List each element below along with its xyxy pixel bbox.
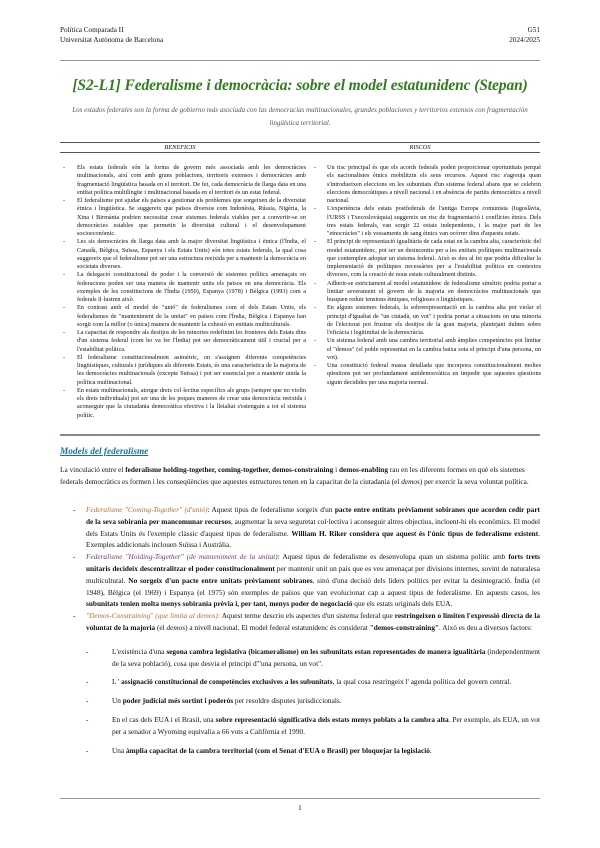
benefit-item: - Les sis democràcies de llarga data amb la major diversitat lingüística i ètnica (l'Índia, el Canadà, Bèlgica, Suïssa, Espanya i els Estats Units) són totes estats federals, la qual cosa suggereix que el federalisme pot ser una estructura reeixida per a mantenir la democràcia en societats diverses. (62, 238, 306, 271)
intro-paragraph (60, 464, 540, 488)
benefit-item: - Els estats federals són la forma de govern més associada amb les democràcies multinacionals, així com amb grans poblacions, territoris extensos i democràcies amb fragmentació lingüística basada en el territori. De fet, cada democràcia de llarga data en una entitat política multilingüe i multinacional basada en el territori és un estat federal. (62, 164, 306, 197)
page-header-left (60, 26, 163, 45)
benefit-item: - En contrast amb el model de "unió" de federalismes com el dels Estats Units, els federalismes de "manteniment de la unitat" en països com l'Índia, Bèlgica i Espanya han sorgit com la millor (o única) manera de mantenir la cohesió en entitats multiculturals. (62, 304, 306, 329)
risk-item: - Una constitució federal massa detallada que incorpora constitucionalment moltes qüestions pot ser profundament antidemocràtica en impedir que aquestes qüestions siguin decidides per una majoria normal. (313, 362, 541, 387)
risks-header: RISCOS (409, 143, 431, 151)
text-run: ) per exercir la seva voluntat política. (419, 476, 529, 486)
text-run: : Aquest tipus de federalisme sorgeix d'un (207, 505, 335, 514)
university-name: Universitat Autònoma de Barcelona (60, 35, 164, 44)
risks-column (313, 164, 541, 387)
text-run: i (333, 465, 339, 474)
bold-text: segona cambra legislativa (bicameralisme) on les subunitats estan representades de manera igualitària (166, 646, 486, 656)
text-run: . Exemples addicionals inclouen Suïssa i Austràlia. (86, 528, 540, 550)
factor-item (60, 695, 540, 707)
italic-text: demos (401, 476, 420, 486)
factor-item (60, 714, 540, 738)
model-item (60, 551, 540, 610)
text-run: Un (112, 696, 123, 706)
model-item (60, 504, 540, 551)
bold-text: William H. Riker considera que aquest és l'únic tipus de federalisme existent (291, 528, 539, 538)
bold-text: sobre representació significativa dels estats menys poblats a la cambra alta (215, 714, 449, 724)
bold-text: àmplia capacitat de la cambra territorial (com el Senat d'EUA o Brasil) per bloquejar la legislació (125, 745, 430, 755)
text-run: La vinculació entre el (60, 465, 126, 474)
text-run: En el cas dels EUA i el Brasil, una (112, 714, 216, 724)
text-run: (el (155, 622, 167, 632)
document-title: [S2-L1] Federalisme i democràcia: sobre el model estatunidenc (Stepan) (72, 77, 528, 94)
risk-item: - L'experiència dels estats postfederals de l'antiga Europa comunista (Iugoslàvia, l'URSS i Txecoslovàquia) suggereix un risc de fragmentació i conflictes ètnics. Dels tres estats federals, van sorgir 22 estats independents, i la major part de les "etnocràcies" i els vessaments de sang ètnics van ocórrer dins d'aquests estats. (313, 205, 541, 238)
risk-item: - En alguns sistemes federals, la sobrerepresentació en la cambra alta pot violar el principi d'igualtat de "un ciutadà, un vot" i podria portar a situacions on una minoria de l'electorat pot frustrar els desitjos de la gran majoria, plantejant dubtes sobre l'eficàcia i legitimitat de la democràcia. (313, 304, 541, 337)
benefit-item: - La capacitat de respondre als desitjos de les minories redefinint les fronteres dels Estats dins d'un sistema federal (com ho va fer l'Índia) pot ser democràticament útil i crucial per a l'estabilitat política. (62, 329, 306, 354)
text-run: , sinó d'una decisió dels líders polítics per evitar la desintegració. Índia (el 1948), Bèlgica (el 1969) i Espanya (el 1975) són exemples de països que van evolucionar cap a aquest tipus de federalisme. En aquests casos, les (86, 575, 541, 597)
bold-text: restringeixen o limiten l'expressió directa de la voluntat de la majoria (86, 611, 540, 632)
group-code: G51 (527, 26, 540, 34)
bold-text: pacte entre entitats prèviament sobiranes que acorden cedir part de la seva sobirania per mancomunar recursos (86, 505, 540, 526)
table-header (60, 142, 540, 153)
text-run: L ' (112, 677, 122, 687)
page-header-right (509, 26, 540, 45)
document-subtitle: Los estados federales son la forma de gobierno más asociada con las democracias multinacionales, grandes poblaciones y territorios extensos con fragmentación lingüística territorial. (72, 106, 528, 127)
text-run: que els estats originals dels EUA. (352, 599, 453, 609)
bold-text: demos-enabling (338, 465, 388, 474)
bold-text: assignació constitucional de competències exclusives a les subunitats (121, 677, 333, 687)
bold-text: federalisme holding-together, coming-together, demos-constraining (125, 465, 334, 474)
italic-text: Federalisme "Coming-Together" (d'unió) (86, 505, 208, 514)
text-run: , augmentar la seva seguretat col·lectiva i aconseguir altres objectius, incloent-hi els econòmics. El model dels Estats Units és l'exemple clàssic d'aquest tipus de federalisme. (86, 516, 540, 538)
academic-year: 2024/2025 (509, 35, 540, 44)
benefits-header: BENEFICIS (164, 143, 196, 151)
text-run: . Això es deu a diversos factors: (439, 622, 533, 632)
risk-item: - Un sistema federal amb una cambra territorial amb àmplies competències pot limitar el "demos" (el poble representat en la cambra baixa sota el principi d'una persona, un vot). (313, 337, 541, 362)
benefit-item: - El federalisme constitucionalment asimètric, on s'assignen diferents competències lingüístiques, culturals i jurídiques als diferents Estats, és una característica de la majoria de les democràcies multinacionals (excepte Suïssa) i pot ser essencial per a mantenir unida la política multinacional. (62, 354, 306, 387)
benefits-column (62, 164, 306, 420)
risks-list (313, 164, 541, 387)
factor-item (60, 646, 540, 670)
models-list (60, 504, 540, 756)
risk-item: - Adherir-se estrictament al model estatunidenc de federalisme simètric podria portar a limitar severament el govern de la majoria en democràcies multinacionals que busquen reduir tensions ètniques, religioses o lingüístiques. (313, 280, 541, 305)
benefit-item: - El federalisme pot ajudar els països a gestionar els problemes que sorgeixen de la diversitat ètnica i lingüística. Se suggereix que països diversos com Indonèsia, Rússia, Nigèria, la Xina i Birmània podrien necessitar crear sistemes federals viables per a convertir-se en democràcies estables que permetin la diversitat cultural i el desenvolupament socioeconòmic. (62, 197, 306, 238)
text-run: , la qual cosa restringeix l' agenda política del govern central. (332, 677, 512, 687)
page-footer (60, 798, 540, 812)
page-number: 1 (298, 803, 302, 812)
model-item (60, 610, 540, 634)
text-run: per resoldre disputes jurisdiccionals. (233, 696, 342, 706)
section-heading: Models del federalisme (60, 447, 149, 457)
bold-text: subunitats tenien molta menys sobirania prèvia i, per tant, menys poder de negociació (86, 599, 353, 609)
factor-item (60, 745, 540, 757)
benefits-list (62, 164, 306, 420)
bold-text: "demos-constraining" (369, 622, 440, 632)
risk-item: - Un risc principal és que els acords federals poden proporcionar oportunitats perquè els nacionalistes ètnics mobilitzin els seus recursos. Aquest risc s'agreuja quan s'introdueixen eleccions en les subunitats d'un sistema federal abans que se celebrin eleccions democràtiques a nivell nacional i en absència de partits democràtics a nivell nacional. (313, 164, 541, 205)
text-run: Aquest terme descriu els aspectes d'un sistema federal que (220, 611, 395, 621)
bold-text: poder judicial més sortint i poderós (122, 696, 234, 706)
risk-item: - El principi de representació igualitària de cada estat en la cambra alta, característic del model estatunidenc, pot ser un desincentiu per a les entitats polítiques multinacionals que contemplen adoptar un sistema federal. Això es deu al fet que podria dificultar la implementació de polítiques necessàries per a l'estabilitat política en contextos diversos, com la creació de nous estats culturalment distints. (313, 238, 541, 279)
text-run: rau en les diferents formes en què els sistemes federals democràtics es formen i les conseqüències que aquestes estructures tenen en la capacitat de la ciutadania (el (60, 465, 525, 486)
bold-text: No sorgeix d'un pacte entre unitats prèviament sobiranes (128, 575, 313, 585)
factor-item (60, 676, 540, 688)
text-run: . Per exemple, als EUA, un vot per a senador a Wyoming equivalia a 66 vots a Califòrnia el 1990. (112, 714, 540, 736)
italic-text: "Demos-Constraining" (que limita al demos): (86, 611, 221, 621)
text-run: ) a nivell nacional. El model federal estatunidenc és considerat (185, 622, 370, 632)
italic-text: demos (166, 622, 186, 632)
course-name: Política Comparada II (60, 26, 124, 34)
text-run: . (429, 745, 432, 755)
text-run: L'existència d'una (112, 646, 167, 656)
benefit-item: - En estats multinacionals, atorgar drets col·lectius específics als grups (sempre que no violin els drets individuals) pot ser una de les poques maneres de crear una democràcia reeixida i aconseguir que la ciutadania democràtica efectiva i la lleialtat s'estenguin a tot el sistema polític. (62, 387, 306, 420)
text-run: : Aquest tipus de federalisme es desenvolupa quan un sistema polític amb (277, 552, 509, 562)
text-run: per mantenir unit un país que es veu amenaçat per divisions internes, sovint de naturalesa multicultural. (86, 563, 540, 585)
header-divider (60, 60, 540, 61)
table-bottom-divider (60, 434, 540, 436)
text-run: Una (112, 745, 126, 755)
italic-text: Federalisme "Holding-Together" (de manteniment de la unitat) (86, 552, 278, 562)
bold-text: forts trets unitaris decideix descentralitzar el poder constitucionalment (86, 552, 540, 573)
benefit-item: - La delegació constitucional de poder i la conversió de sistemes polítics amenaçats en federacions poden ser una manera de mantenir units els països en una democràcia. Els exemples de les constitucions de l'Índia (1950), Espanya (1978) i Bèlgica (1993) com a federals il·lustren això. (62, 271, 306, 304)
text-run: (independentment de la seva població), cosa que desvia el principi d'"una persona, un vot". (112, 646, 541, 668)
